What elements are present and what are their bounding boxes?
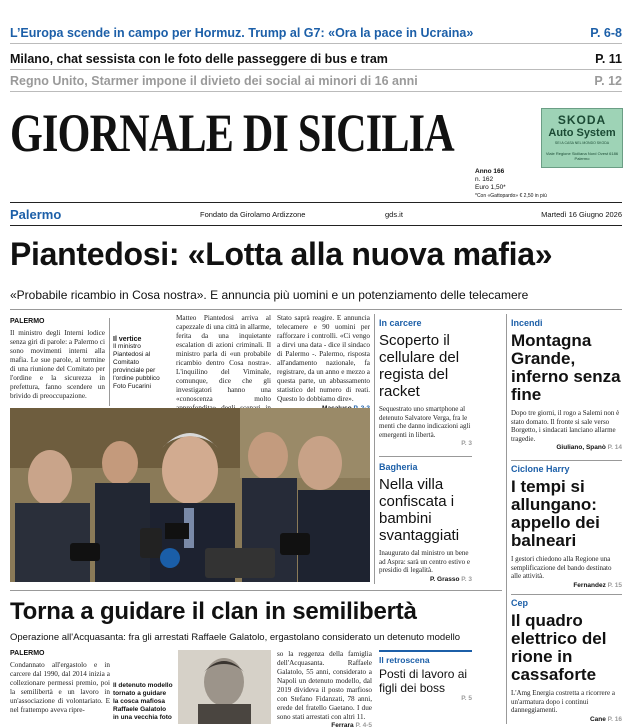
story-kicker: Ciclone Harry <box>511 464 570 474</box>
page-ref[interactable]: P. 3 <box>461 575 472 583</box>
retroscena-kicker: Il retroscena <box>379 655 430 665</box>
teaser-page: P. 12 <box>594 73 622 88</box>
page-ref[interactable]: P. 15 <box>607 581 622 589</box>
byline-name: P. Grasso <box>429 575 460 583</box>
second-body-3: so la reggenza della famiglia dell'Acquasanta. Raffaele Galatolo, 55 anni, considerato a Napoli un detenuto modello, dal 2019 divideva il posto marfioso con Stefano Fidanzati, 78 anni, erede del fratello Gaetano. I due sono stati arrestati con altri 11. <box>277 650 372 721</box>
portrait-image <box>178 650 271 724</box>
retroscena-page[interactable]: P. 5 <box>461 695 472 702</box>
story-kicker: Bagheria <box>379 462 418 472</box>
caption-title: Il vertice <box>113 336 142 343</box>
edition-year: Anno 166 <box>475 168 505 175</box>
ad-tagline: SEI A CASA NEL MONDO SKODA <box>554 141 610 145</box>
story-byline <box>511 444 622 451</box>
lead-column-2 <box>176 314 271 422</box>
story-byline <box>511 716 622 723</box>
sidebar-story-2[interactable] <box>379 462 472 583</box>
divider <box>511 460 622 461</box>
lead-subhead: «Probabile ricambio in Cosa nostra». E annuncia più uomini e un potenziamento delle telecamere <box>10 288 529 302</box>
story-title[interactable]: Scoperto il cellulare del regista del racket <box>379 332 460 400</box>
divider <box>10 309 622 310</box>
story-title[interactable]: I tempi si allungano: appello dei balneari <box>511 477 600 550</box>
divider <box>379 456 472 457</box>
right-story-1[interactable] <box>511 318 622 451</box>
teaser-2[interactable] <box>10 48 622 70</box>
second-headline[interactable]: Torna a guidare il clan in semilibertà <box>10 598 417 625</box>
edition-note: *Con «Gattopardo» € 2,50 in più <box>475 193 547 199</box>
masthead-title: GIORNALE DI SICILIA <box>10 103 454 163</box>
page-ref[interactable]: P. 4-5 <box>355 722 372 727</box>
website-link[interactable]: gds.it <box>385 209 403 219</box>
second-column-1 <box>10 650 110 715</box>
second-label: PALERMO <box>10 650 45 657</box>
lead-photo[interactable] <box>10 408 370 582</box>
teaser-page: P. 6-8 <box>590 25 622 40</box>
divider <box>374 314 375 584</box>
lead-column-1 <box>10 318 105 401</box>
story-body: Dopo tre giorni, il rogo a Salemi non è stato domato. Il fronte si sale verso Borgetto, i sindacati lanciano allarme tragedie. <box>511 409 620 443</box>
teaser-title[interactable]: Milano, chat sessista con le foto delle passeggere di bus e tram <box>10 51 388 66</box>
divider <box>10 590 502 591</box>
story-body: Sequestrato uno smartphone al detenuto Salvatore Verga, fra le menti che danno indicazioni agli emergenti in libertà. <box>379 405 471 439</box>
edition-price: Euro 1,50* <box>475 184 506 191</box>
teaser-3[interactable] <box>10 70 622 92</box>
advertisement[interactable] <box>541 108 623 168</box>
divider <box>506 314 507 724</box>
right-story-2[interactable] <box>511 464 622 589</box>
story-byline <box>379 576 472 583</box>
story-byline <box>511 582 622 589</box>
press-conference-photo <box>10 408 370 582</box>
retroscena-title[interactable]: Posti di lavoro ai figli dei boss <box>379 667 468 695</box>
story-body: Inaugurato dal ministro un bene ad Aspra: sarà un centro estivo e presidio di legalità. <box>379 549 470 574</box>
lead-column-3 <box>277 314 370 412</box>
lead-label: PALERMO <box>10 318 45 325</box>
divider <box>511 594 622 595</box>
ad-brand: SKODA <box>557 113 607 127</box>
story-page <box>379 440 472 447</box>
lead-body-1: Il ministro degli Interni lodice senza giri di parole: a Palermo ci sono movimenti interni alla mafia. Le sue parole, al termine di una riunione del Comitato per l'ordine e la sicurezza in prefettura, fanno scendere un brivido di preoccupazione. <box>10 329 105 400</box>
story-title[interactable]: Nella villa confiscata i bambini svantaggiati <box>379 476 460 544</box>
story-body: L'Amg Energia costretta a ricorrere a un'armatura dopo i continui danneggiamenti. <box>511 689 615 714</box>
lead-body-3: Stato saprà reagire. E annuncia telecamere e 90 uomini per rafforzare i controlli. «Ci vengo a dirvi una data - dice il sindaco di Palermo -. Palermo, risposta all'andamento nazionale, fa registrare, da un anno e mezzo a questa parte, un abbassamento statistico del numero di reati. Questo lo dobbiamo dire». <box>277 314 370 403</box>
second-column-3 <box>277 650 372 727</box>
teaser-1[interactable] <box>10 22 622 44</box>
issue-date: Martedì 16 Giugno 2026 <box>541 209 622 219</box>
teaser-title[interactable]: L’Europa scende in campo per Hormuz. Trump al G7: «Ora la pace in Ucraina» <box>10 25 474 40</box>
second-subhead: Operazione all'Acquasanta: fra gli arrestati Raffaele Galatolo, ergastolano considerato un detenuto modello <box>10 632 461 643</box>
byline-name: Fernandez <box>573 581 606 589</box>
edition-number: n. 162 <box>475 176 494 183</box>
second-caption: Il detenuto modello tornato a guidare la cosca mafiosa Raffaele Galatolo in una vecchia foto <box>113 682 173 721</box>
story-kicker: Cep <box>511 598 529 608</box>
second-body-1: Condannato all'ergastolo e in carcere dal 1990, dal 2014 inizia a collezionare permessi premio, poi la semilibertà e un lavoro in un'associazione di volontariato. E nel frattempo aveva ripre- <box>10 661 110 714</box>
sidebar-story-1[interactable] <box>379 318 472 447</box>
second-byline <box>277 722 372 727</box>
portrait-photo[interactable] <box>178 650 271 724</box>
ad-name: Auto System <box>548 127 616 139</box>
page-ref[interactable]: P. 3 <box>461 440 472 447</box>
edition-city: Palermo <box>10 206 62 222</box>
founder-line: Fondato da Girolamo Ardizzone <box>200 209 306 219</box>
retroscena-box[interactable] <box>379 650 472 710</box>
edition-info <box>475 168 547 200</box>
lead-body-2: Matteo Piantedosi arriva al capezzale di una città in allarme, ferita da una inquietante escalation di azioni criminali. Il ministro parla di «un probabile ricambio dentro Cosa nostra». L'inquilino del Viminale, comunque, dice che gli investigatori hanno una «conoscenza molto <box>176 314 271 403</box>
teaser-title[interactable]: Regno Unito, Starmer impone il divieto dei social ai minori di 16 anni <box>10 73 418 88</box>
story-title[interactable]: Il quadro elettrico del rione in cassaforte <box>511 611 607 684</box>
story-kicker: Incendi <box>511 318 543 328</box>
right-story-3[interactable] <box>511 598 622 723</box>
ad-address: Viale Regione Siciliana Nord Ovest 6186 Palermo <box>545 151 619 161</box>
byline-name: Cane <box>589 715 606 723</box>
page-ref[interactable]: P. 14 <box>607 444 622 451</box>
teaser-page: P. 11 <box>595 51 622 66</box>
photo-caption <box>113 336 171 391</box>
dateline <box>10 202 622 226</box>
divider <box>109 318 110 406</box>
caption-text: Il ministro Piantedosi al Comitato provinciale per l'ordine pubblico Foto Fucarini <box>113 343 160 390</box>
byline-name: Ferrara <box>331 722 354 727</box>
page-ref[interactable]: P. 16 <box>607 715 622 723</box>
lead-headline[interactable]: Piantedosi: «Lotta alla nuova mafia» <box>10 236 553 272</box>
story-body: I gestori chiedono alla Regione una semplificazione del bando destinato alle attività. <box>511 555 612 580</box>
story-kicker: In carcere <box>379 318 422 328</box>
story-title[interactable]: Montagna Grande, inferno senza fine <box>511 331 621 404</box>
byline-name: Giuliano, Spanò <box>556 444 606 451</box>
